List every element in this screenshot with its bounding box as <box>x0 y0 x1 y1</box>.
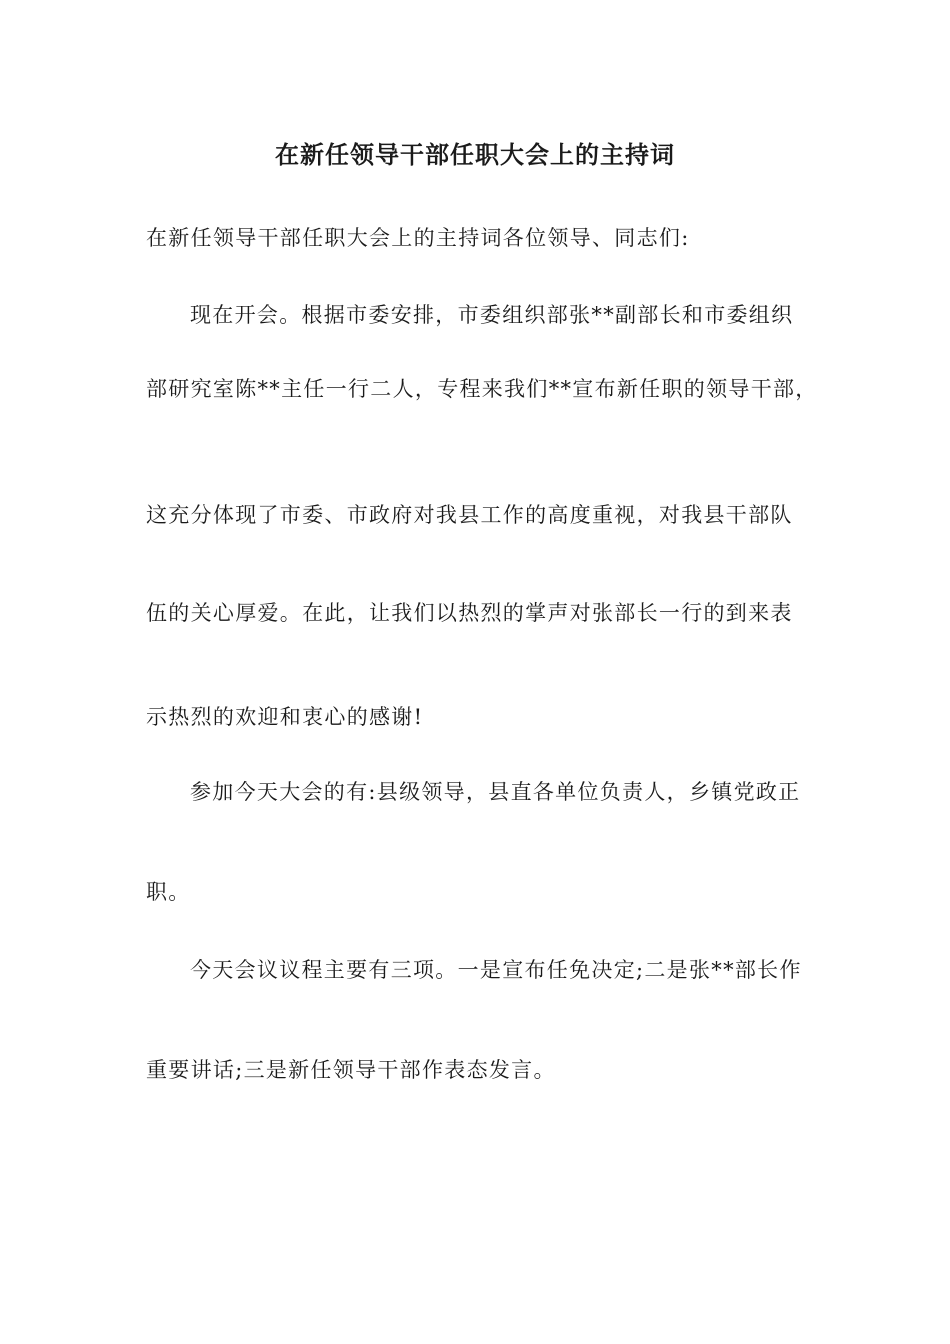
text-line: 参加今天大会的有:县级领导，县直各单位负责人，乡镇党政正 <box>190 780 801 804</box>
text-line: 现在开会。根据市委安排，市委组织部张**副部长和市委组织 <box>190 303 794 327</box>
text-line: 伍的关心厚爱。在此，让我们以热烈的掌声对张部长一行的到来表 <box>146 601 793 625</box>
text-line: 重要讲话;三是新任领导干部作表态发言。 <box>146 1058 556 1082</box>
text-line: 示热烈的欢迎和衷心的感谢! <box>146 705 424 729</box>
text-line: 部研究室陈**主任一行二人，专程来我们**宣布新任职的领导干部， <box>146 377 818 401</box>
document-title: 在新任领导干部任职大会上的主持词 <box>275 140 675 169</box>
text-line-greeting: 在新任领导干部任职大会上的主持词各位领导、同志们: <box>146 226 690 250</box>
text-line: 这充分体现了市委、市政府对我县工作的高度重视，对我县干部队 <box>146 503 793 527</box>
text-line: 今天会议议程主要有三项。一是宣布任免决定;二是张**部长作 <box>190 958 802 982</box>
text-line: 职。 <box>146 880 191 904</box>
